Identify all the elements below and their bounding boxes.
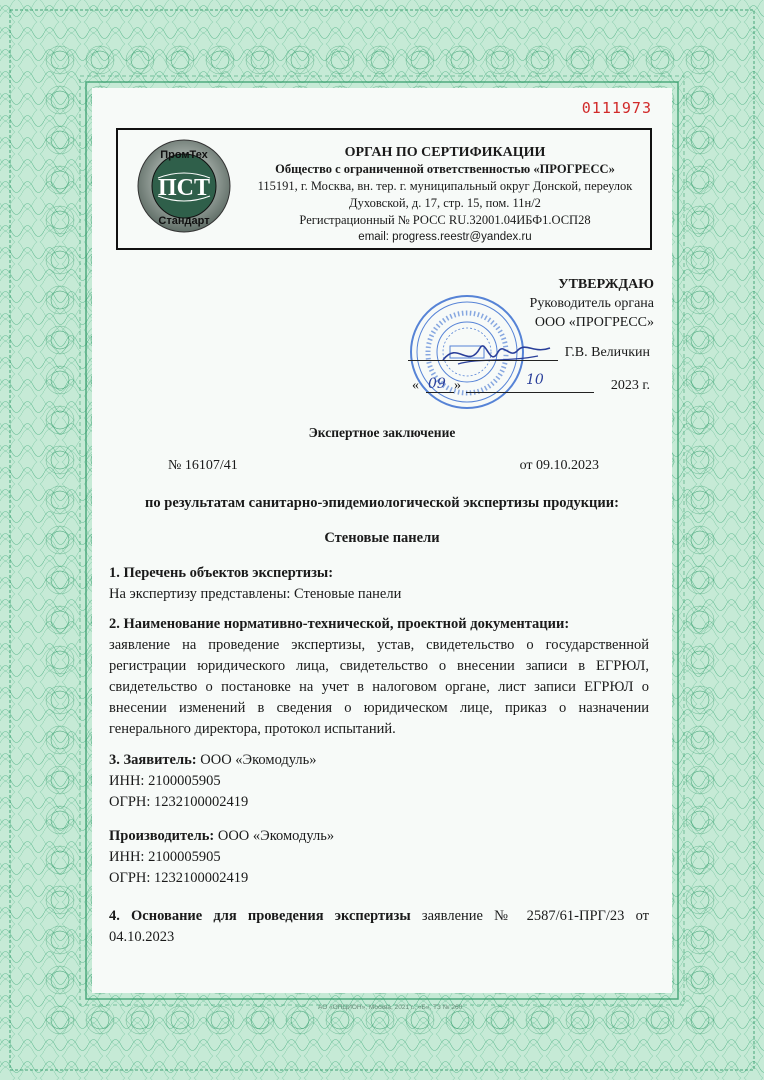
manufacturer-inn: ИНН: 2100005905	[109, 849, 221, 865]
org-details	[246, 144, 644, 246]
serial-number: 0111973	[581, 99, 652, 117]
handwritten-month: 10	[526, 372, 544, 388]
printer-imprint: АО «ОПЦИОН», Москва, 2021 г., «Б», ТЗ № 260	[318, 1004, 463, 1011]
org-title: ОРГАН ПО СЕРТИФИКАЦИИ	[344, 145, 546, 160]
basis-label: 4. Основание для проведения экспертизы	[109, 908, 411, 924]
section-2-text: заявление на проведение экспертизы, устав, свидетельство о государственной регистрации юридического лица, свидетельство о внесении записи в ЕГРЮЛ, свидетельство о постановке на учет в налоговом органе, лист записи ЕГРЮЛ о внесении изменений в сведения о юридическом лице, приказ о назначении генерального директора, протокол испытаний.	[109, 637, 649, 737]
manufacturer-label: Производитель:	[109, 828, 215, 844]
org-address-line2: Духовской, д. 17, стр. 15, пом. 11н/2	[349, 196, 541, 210]
section-1	[109, 563, 649, 605]
applicant-inn: ИНН: 2100005905	[109, 773, 221, 789]
manufacturer-ogrn: ОГРН: 1232100002419	[109, 870, 249, 886]
section-1-title: 1. Перечень объектов экспертизы:	[109, 565, 334, 581]
date-quote-close: »	[454, 378, 461, 393]
document-date: от 09.10.2023	[519, 458, 599, 473]
section-2-title: 2. Наименование нормативно-технической, проектной документации:	[109, 616, 570, 632]
certification-body-header	[116, 128, 652, 250]
approval-block	[530, 275, 654, 332]
applicant-label: 3. Заявитель:	[109, 752, 197, 768]
logo-top-text: ПромТех	[160, 149, 208, 161]
org-name: Общество с ограниченной ответственностью «ПРОГРЕСС»	[275, 162, 615, 176]
signature-underline	[408, 360, 558, 361]
handwritten-day: 09	[428, 376, 446, 392]
document-title: Экспертное заключение	[308, 425, 456, 440]
promtekh-standart-logo	[136, 138, 232, 234]
applicant-ogrn: ОГРН: 1232100002419	[109, 794, 249, 810]
handwritten-date	[416, 370, 586, 394]
org-registration: Регистрационный № РОСС RU.32001.04ИБФ1.ОСП28	[299, 213, 591, 227]
section-3-applicant	[109, 750, 649, 813]
date-year: 2023 г.	[610, 378, 650, 393]
document-number: № 16107/41	[168, 458, 238, 473]
logo-mid-text: ПСТ	[157, 175, 211, 201]
product-name: Стеновые панели	[324, 530, 440, 546]
document-subject: по результатам санитарно-эпидемиологической экспертизы продукции:	[145, 495, 619, 511]
approval-title: УТВЕРЖДАЮ	[558, 277, 654, 292]
logo-bottom-text: Стандарт	[158, 215, 210, 227]
approval-position: Руководитель органа	[529, 296, 654, 311]
date-quote-open: «	[412, 378, 419, 393]
approval-company: ООО «ПРОГРЕСС»	[534, 315, 654, 330]
org-email: email: progress.reestr@yandex.ru	[358, 231, 532, 243]
basis-text: заявление № 2587/61-ПРГ/23 от 04.10.2023	[109, 908, 649, 945]
section-1-text: На экспертизу представлены: Стеновые панели	[109, 586, 402, 602]
org-address-line1: 115191, г. Москва, вн. тер. г. муниципальный округ Донской, переулок	[257, 179, 633, 193]
signatory-name: Г.В. Величкин	[564, 345, 650, 360]
section-2	[109, 614, 649, 740]
manufacturer-name: ООО «Экомодуль»	[217, 828, 335, 844]
applicant-name: ООО «Экомодуль»	[200, 752, 317, 768]
manufacturer-block	[109, 826, 649, 889]
section-4-basis	[109, 906, 649, 948]
